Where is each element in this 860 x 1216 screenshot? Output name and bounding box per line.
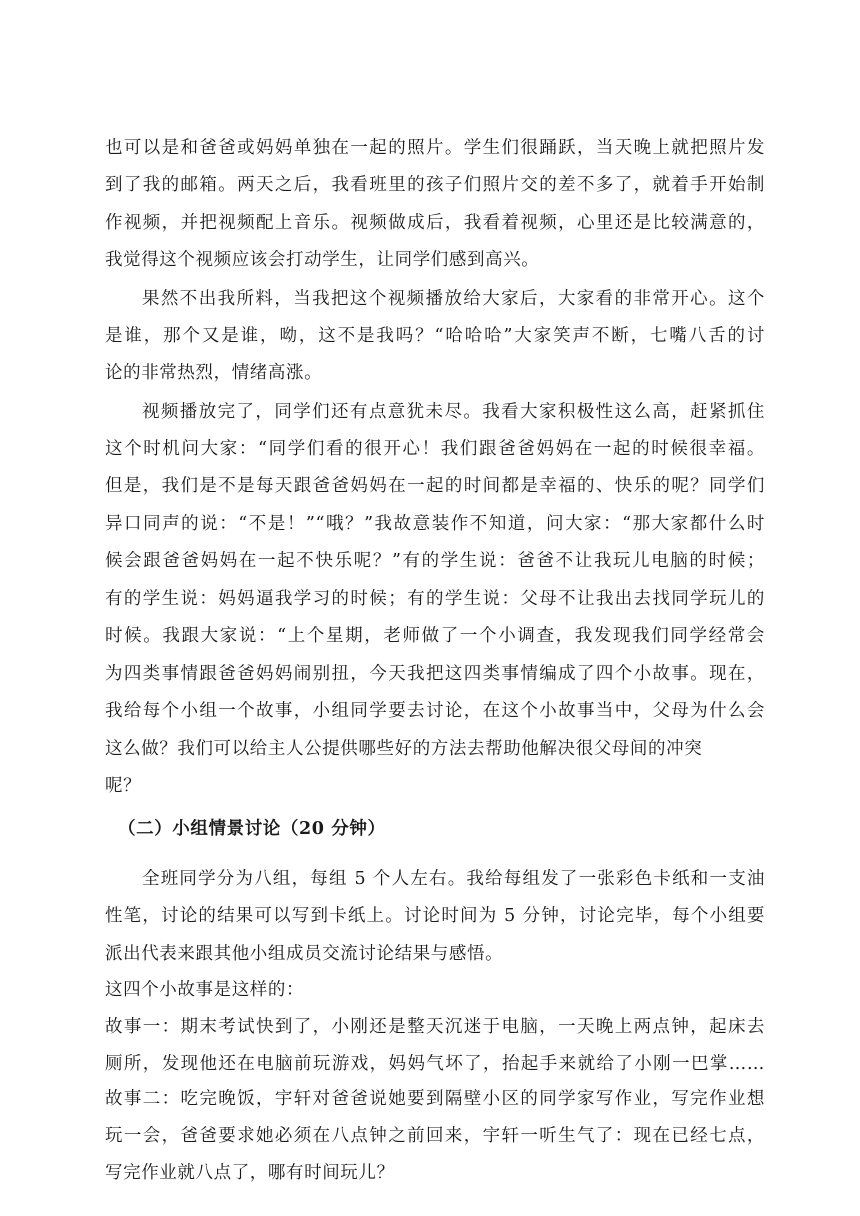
text-line: 异口同声的说：“不是！”“哦？”我故意装作不知道，问大家：“那大家都什么时 [105,514,765,534]
section-heading: （二）小组情景讨论（20 分钟） [118,819,386,839]
text-line: 我觉得这个视频应该会打动学生，让同学们感到高兴。 [105,250,540,270]
text-line: 性笔，讨论的结果可以写到卡纸上。讨论时间为 5 分钟，讨论完毕，每个小组要 [105,906,765,926]
text-line: 到了我的邮箱。两天之后，我看班里的孩子们照片交的差不多了，就着手开始制 [105,175,765,195]
text-line: 为四类事情跟爸爸妈妈闹别扭，今天我把这四类事情编成了四个小故事。现在， [105,664,765,684]
text-line: 有的学生说：妈妈逼我学习的时候；有的学生说：父母不让我出去找同学玩儿的 [105,589,765,609]
text-line: 写完作业就八点了，哪有时间玩儿？ [105,1163,395,1183]
text-line: 时候。我跟大家说：“上个星期，老师做了一个小调查，我发现我们同学经常会 [105,626,765,646]
text-line: 论的非常热烈，情绪高涨。 [105,363,323,383]
text-line: 这么做？我们可以给主人公提供哪些好的方法去帮助他解决很父母间的冲突 [105,739,703,759]
text-line: 呢？ [105,776,142,796]
text-line: 厕所，发现他还在电脑前玩游戏，妈妈气坏了，抬起手来就给了小刚一巴掌…… [105,1054,765,1074]
text-line: 视频播放完了，同学们还有点意犹未尽。我看大家积极性这么高，赶紧抓住 [142,402,765,422]
text-line: 果然不出我所料，当我把这个视频播放给大家后，大家看的非常开心。这个 [142,289,765,309]
text-line: 也可以是和爸爸或妈妈单独在一起的照片。学生们很踊跃，当天晚上就把照片发 [105,138,765,158]
text-line: 这个时机问大家：“同学们看的很开心！我们跟爸爸妈妈在一起的时候很幸福。 [105,439,765,459]
text-line: 派出代表来跟其他小组成员交流讨论结果与感悟。 [105,944,504,964]
text-line: 玩一会，爸爸要求她必须在八点钟之前回来，宇轩一听生气了：现在已经七点， [105,1126,765,1146]
text-line: 我给每个小组一个故事，小组同学要去讨论，在这个小故事当中，父母为什么会 [105,701,765,721]
text-line: 故事二：吃完晚饭，宇轩对爸爸说她要到隔壁小区的同学家写作业，写完作业想 [105,1089,765,1109]
text-line: 但是，我们是不是每天跟爸爸妈妈在一起的时间都是幸福的、快乐的呢？同学们 [105,476,765,496]
text-line: 作视频，并把视频配上音乐。视频做成后，我看着视频，心里还是比较满意的， [105,213,765,233]
text-line: 是谁，那个又是谁，呦，这不是我吗？“哈哈哈”大家笑声不断，七嘴八舌的讨 [105,326,765,346]
text-line: 候会跟爸爸妈妈在一起不快乐呢？”有的学生说：爸爸不让我玩儿电脑的时候； [105,551,765,571]
text-line: 这四个小故事是这样的： [105,980,305,1000]
text-line: 全班同学分为八组，每组 5 个人左右。我给每组发了一张彩色卡纸和一支油 [142,869,765,889]
text-line: 故事一：期末考试快到了，小刚还是整天沉迷于电脑，一天晚上两点钟，起床去 [105,1017,765,1037]
